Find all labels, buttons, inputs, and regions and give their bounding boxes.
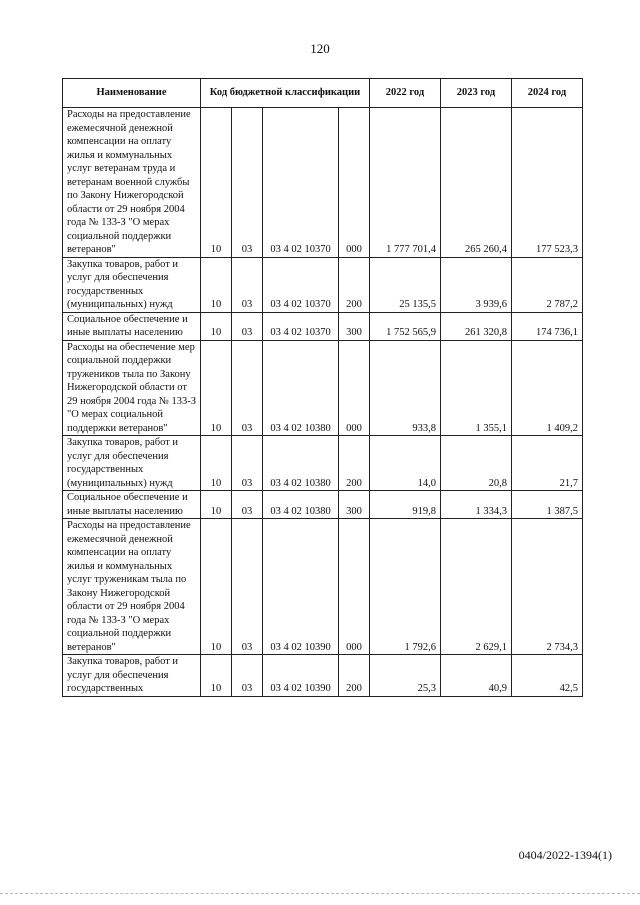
code-target: 03 4 02 10380 — [263, 340, 339, 436]
row-name: Расходы на предоставление ежемесячной денежной компенсации на оплату жилья и коммунальных услуг труженикам тыла по Закону Нижегородской области от 29 ноября 2004 года № 133-З "О мерах социальной поддержки ветеранов" — [63, 519, 201, 655]
code-section: 10 — [201, 108, 232, 258]
budget-table — [62, 78, 583, 697]
row-name: Расходы на обеспечение мер социальной поддержки тружеников тыла по Закону Нижегородской области от 29 ноября 2004 года № 133-З "О мерах социальной поддержки ветеранов" — [63, 340, 201, 436]
document-number: 0404/2022-1394(1) — [518, 848, 612, 862]
value-2023: 2 629,1 — [441, 519, 512, 655]
code-subsection: 03 — [232, 655, 263, 697]
value-2023: 265 260,4 — [441, 108, 512, 258]
value-2024: 21,7 — [512, 436, 583, 491]
value-2023: 3 939,6 — [441, 257, 512, 312]
table-row — [63, 108, 583, 258]
code-subsection: 03 — [232, 340, 263, 436]
header-2024: 2024 год — [512, 79, 583, 108]
code-expense-type: 000 — [339, 340, 370, 436]
value-2022: 933,8 — [370, 340, 441, 436]
code-subsection: 03 — [232, 491, 263, 519]
code-target: 03 4 02 10390 — [263, 655, 339, 697]
table-row — [63, 257, 583, 312]
code-section: 10 — [201, 519, 232, 655]
code-section: 10 — [201, 312, 232, 340]
code-target: 03 4 02 10380 — [263, 491, 339, 519]
value-2022: 919,8 — [370, 491, 441, 519]
value-2023: 261 320,8 — [441, 312, 512, 340]
code-section: 10 — [201, 257, 232, 312]
code-expense-type: 200 — [339, 655, 370, 697]
header-2023: 2023 год — [441, 79, 512, 108]
row-name: Закупка товаров, работ и услуг для обеспечения государственных (муниципальных) нужд — [63, 436, 201, 491]
value-2024: 174 736,1 — [512, 312, 583, 340]
code-section: 10 — [201, 655, 232, 697]
code-section: 10 — [201, 491, 232, 519]
code-expense-type: 000 — [339, 519, 370, 655]
value-2024: 42,5 — [512, 655, 583, 697]
table-row — [63, 340, 583, 436]
code-target: 03 4 02 10370 — [263, 108, 339, 258]
table-row — [63, 312, 583, 340]
code-expense-type: 300 — [339, 491, 370, 519]
value-2024: 1 387,5 — [512, 491, 583, 519]
code-subsection: 03 — [232, 257, 263, 312]
value-2023: 1 355,1 — [441, 340, 512, 436]
value-2024: 2 734,3 — [512, 519, 583, 655]
row-name: Расходы на предоставление ежемесячной денежной компенсации на оплату жилья и коммунальных услуг ветеранам труда и ветеранам военной службы по Закону Нижегородской области от 29 ноября 2004 года № 133-З "О мерах социальной поддержки ветеранов" — [63, 108, 201, 258]
code-target: 03 4 02 10370 — [263, 257, 339, 312]
value-2022: 25,3 — [370, 655, 441, 697]
value-2022: 1 777 701,4 — [370, 108, 441, 258]
value-2022: 1 752 565,9 — [370, 312, 441, 340]
scan-edge-divider — [0, 893, 640, 895]
code-section: 10 — [201, 436, 232, 491]
code-target: 03 4 02 10380 — [263, 436, 339, 491]
value-2023: 40,9 — [441, 655, 512, 697]
value-2022: 1 792,6 — [370, 519, 441, 655]
code-expense-type: 200 — [339, 436, 370, 491]
header-code: Код бюджетной классификации — [201, 79, 370, 108]
code-subsection: 03 — [232, 519, 263, 655]
table-row — [63, 491, 583, 519]
code-target: 03 4 02 10370 — [263, 312, 339, 340]
page-number: 120 — [310, 41, 330, 56]
value-2024: 2 787,2 — [512, 257, 583, 312]
table-row — [63, 655, 583, 697]
value-2022: 14,0 — [370, 436, 441, 491]
code-section: 10 — [201, 340, 232, 436]
row-name: Социальное обеспечение и иные выплаты населению — [63, 491, 201, 519]
code-subsection: 03 — [232, 436, 263, 491]
code-expense-type: 000 — [339, 108, 370, 258]
code-subsection: 03 — [232, 108, 263, 258]
header-2022: 2022 год — [370, 79, 441, 108]
table-row — [63, 519, 583, 655]
code-subsection: 03 — [232, 312, 263, 340]
value-2024: 177 523,3 — [512, 108, 583, 258]
code-expense-type: 300 — [339, 312, 370, 340]
row-name: Социальное обеспечение и иные выплаты населению — [63, 312, 201, 340]
table-header-row — [63, 79, 583, 108]
value-2023: 1 334,3 — [441, 491, 512, 519]
value-2022: 25 135,5 — [370, 257, 441, 312]
code-target: 03 4 02 10390 — [263, 519, 339, 655]
row-name: Закупка товаров, работ и услуг для обеспечения государственных — [63, 655, 201, 697]
row-name: Закупка товаров, работ и услуг для обеспечения государственных (муниципальных) нужд — [63, 257, 201, 312]
value-2024: 1 409,2 — [512, 340, 583, 436]
header-name: Наименование — [63, 79, 201, 108]
code-expense-type: 200 — [339, 257, 370, 312]
table-row — [63, 436, 583, 491]
value-2023: 20,8 — [441, 436, 512, 491]
